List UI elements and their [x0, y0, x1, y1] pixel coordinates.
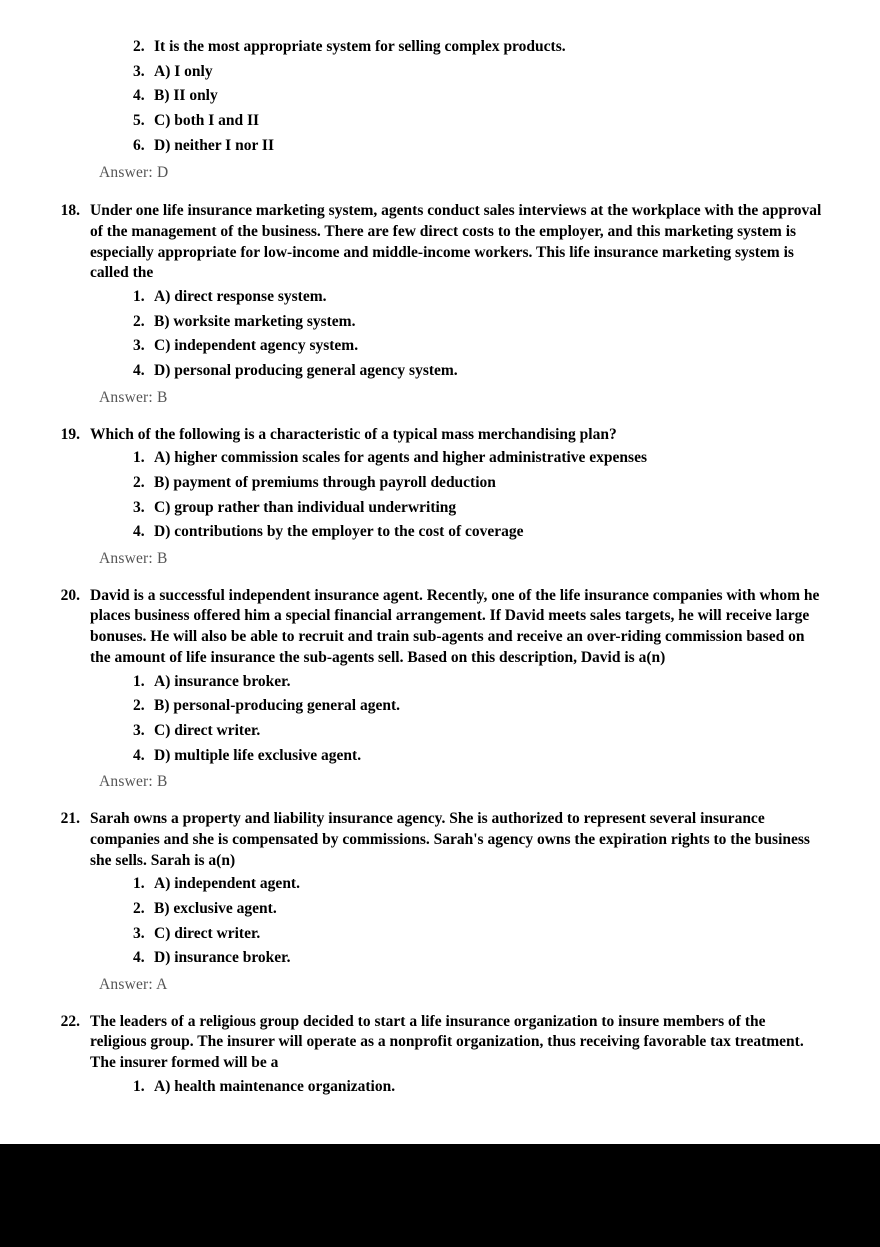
question-stem: [0, 1012, 880, 1074]
question-number: 18.: [60, 202, 80, 220]
option-text: B) worksite marketing system.: [154, 312, 356, 330]
continued-question-block: [0, 35, 880, 183]
list-item[interactable]: [0, 872, 880, 897]
question-text: Which of the following is a characteristic of a typical mass merchandising plan?: [90, 425, 617, 443]
option-number: 4.: [133, 362, 145, 380]
question-block: [0, 586, 880, 793]
list-item[interactable]: [0, 334, 880, 359]
option-number: 3.: [133, 62, 145, 80]
option-text: A) I only: [154, 62, 213, 80]
option-text: D) multiple life exclusive agent.: [154, 746, 362, 764]
question-block: [0, 425, 880, 570]
answer-line: Answer: B: [99, 550, 168, 568]
option-number: 2.: [133, 312, 145, 330]
spacer: [0, 413, 880, 425]
option-list: [0, 446, 880, 545]
option-number: 6.: [133, 136, 145, 154]
option-text: D) personal producing general agency system.: [154, 362, 458, 380]
list-item[interactable]: [0, 922, 880, 947]
option-number: 1.: [133, 875, 145, 893]
list-item[interactable]: [0, 496, 880, 521]
option-text: C) direct writer.: [154, 721, 261, 739]
question-stem: [0, 201, 880, 284]
option-number: 2.: [133, 899, 145, 917]
option-number: 3.: [133, 337, 145, 355]
option-list: [0, 1075, 880, 1100]
option-number: 4.: [133, 523, 145, 541]
question-block: [0, 809, 880, 996]
option-number: 2.: [133, 473, 145, 491]
option-text: A) health maintenance organization.: [154, 1077, 396, 1095]
option-text: C) group rather than individual underwriting: [154, 498, 457, 516]
list-item[interactable]: [0, 285, 880, 310]
option-text: C) both I and II: [154, 112, 260, 130]
option-number: 4.: [133, 87, 145, 105]
question-stem: [0, 586, 880, 669]
spacer: [0, 574, 880, 586]
option-number: 5.: [133, 112, 145, 130]
list-item[interactable]: [0, 744, 880, 769]
option-text: A) higher commission scales for agents and higher administrative expenses: [154, 449, 647, 467]
question-text: David is a successful independent insurance agent. Recently, one of the life insurance companies with whom he places business offered him a special financial arrangement. If David meets sales targets, he will receive large bonuses. He will also be able to recruit and train sub-agents and receive an over-riding commission based on the amount of life insurance the sub-agents sell. Based on this description, David is a(n): [90, 586, 820, 666]
option-text: C) direct writer.: [154, 924, 261, 942]
list-item[interactable]: [0, 310, 880, 335]
option-number: 1.: [133, 288, 145, 306]
question-text: The leaders of a religious group decided to start a life insurance organization to insure members of the religious group. The insurer will operate as a nonprofit organization, thus receiving favorable tax treatment. The insurer formed will be a: [90, 1012, 804, 1072]
option-number: 3.: [133, 924, 145, 942]
list-item[interactable]: [0, 719, 880, 744]
option-number: 3.: [133, 498, 145, 516]
option-text: B) personal-producing general agent.: [154, 697, 400, 715]
list-item[interactable]: [0, 35, 880, 60]
option-number: 3.: [133, 721, 145, 739]
option-number: 1.: [133, 449, 145, 467]
option-number: 1.: [133, 1077, 145, 1095]
option-list: [0, 35, 880, 159]
option-list: [0, 872, 880, 971]
answer-line: Answer: B: [99, 388, 168, 406]
list-item[interactable]: [0, 359, 880, 384]
list-item[interactable]: [0, 670, 880, 695]
list-item[interactable]: [0, 471, 880, 496]
question-text: Sarah owns a property and liability insurance agency. She is authorized to represent several insurance companies and she is compensated by commissions. Sarah's agency owns the expiration rights to the business she sells. Sarah is a(n): [90, 810, 810, 869]
option-text: B) II only: [154, 87, 218, 105]
question-block: [0, 201, 880, 408]
option-text: It is the most appropriate system for selling complex products.: [154, 38, 566, 55]
option-text: C) independent agency system.: [154, 337, 359, 355]
question-number: 21.: [60, 810, 80, 828]
answer-line: Answer: A: [99, 976, 168, 994]
question-number: 19.: [60, 425, 80, 443]
question-block: [0, 1012, 880, 1100]
question-number: 22.: [60, 1012, 80, 1030]
question-number: 20.: [60, 586, 80, 604]
option-list: [0, 285, 880, 384]
option-text: D) contributions by the employer to the cost of coverage: [154, 523, 524, 541]
option-text: A) direct response system.: [154, 288, 327, 306]
list-item[interactable]: [0, 84, 880, 109]
option-text: A) insurance broker.: [154, 672, 291, 690]
answer-line: Answer: D: [99, 163, 169, 181]
list-item[interactable]: [0, 946, 880, 971]
spacer: [0, 1000, 880, 1012]
list-item[interactable]: [0, 520, 880, 545]
spacer: [0, 797, 880, 809]
list-item[interactable]: [0, 446, 880, 471]
page-bottom-black-bar: [0, 1144, 880, 1247]
spacer: [0, 189, 880, 201]
question-stem: [0, 809, 880, 871]
question-stem: [0, 425, 880, 446]
option-number: 4.: [133, 949, 145, 967]
option-text: B) exclusive agent.: [154, 899, 277, 917]
list-item[interactable]: [0, 1075, 880, 1100]
option-text: D) insurance broker.: [154, 949, 291, 967]
answer-line: Answer: B: [99, 773, 168, 791]
list-item[interactable]: [0, 109, 880, 134]
option-list: [0, 670, 880, 769]
list-item[interactable]: [0, 897, 880, 922]
option-number: 1.: [133, 672, 145, 690]
option-text: A) independent agent.: [154, 875, 300, 893]
page-content: [0, 34, 880, 1104]
list-item[interactable]: [0, 134, 880, 159]
option-number: 2.: [133, 38, 145, 55]
option-number: 2.: [133, 697, 145, 715]
list-item[interactable]: [0, 60, 880, 85]
option-number: 4.: [133, 746, 145, 764]
question-text: Under one life insurance marketing system, agents conduct sales interviews at the workplace with the approval of the management of the business. There are few direct costs to the employer, and this marketing system is especially appropriate for low-income and middle-income workers. This life insurance marketing system is called the: [90, 202, 822, 282]
option-text: D) neither I nor II: [154, 136, 274, 154]
list-item[interactable]: [0, 694, 880, 719]
option-text: B) payment of premiums through payroll deduction: [154, 473, 496, 491]
